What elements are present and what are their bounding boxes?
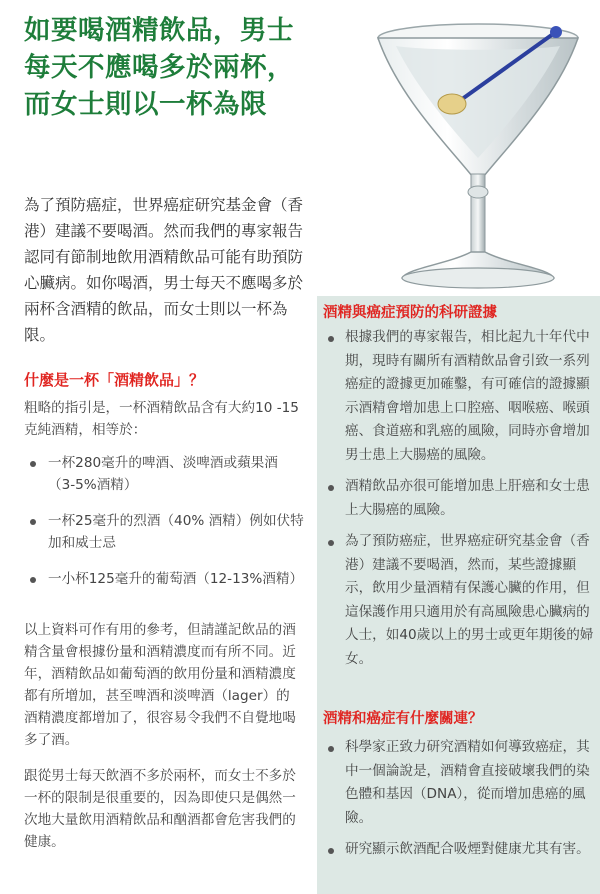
reference-paragraph: 以上資料可作有用的參考，但請謹記飲品的酒精含量會根據份量和酒精濃度而有所不同。近年，酒精飲品如葡萄酒的飲用份量和酒精濃度都有所增加，甚至啤酒和淡啤酒（lager）的酒精濃度都增加了，很容易令我們不自覺地喝多了酒。 (24, 622, 296, 748)
list-item: 一小杯125毫升的葡萄酒（12-13%酒精） (24, 568, 304, 590)
list-item: 研究顯示飲酒配合吸煙對健康尤其有害。 (323, 838, 599, 862)
list-item: 酒精飲品亦很可能增加患上肝癌和女士患上大腸癌的風險。 (323, 475, 599, 522)
page-title: 如要喝酒精飲品，男士每天不應喝多於兩杯，而女士則以一杯為限 (24, 15, 294, 120)
evidence-list (323, 326, 599, 679)
evidence-panel (317, 296, 600, 894)
panel-heading-link: 酒精和癌症有什麼關連？ (323, 711, 483, 727)
list-item: 一杯280毫升的啤酒、淡啤酒或蘋果酒（3-5%酒精） (24, 452, 304, 496)
martini-glass-illustration (368, 16, 588, 294)
section-heading-what-is-a-drink: 什麼是一杯「酒精飲品」？ (24, 371, 205, 389)
intro-paragraph: 為了預防癌症，世界癌症研究基金會（香港）建議不要喝酒。然而我們的專家報告認同有節制地飲用酒精飲品可能有助預防心臟病。如你喝酒，男士每天不應喝多於兩杯含酒精的飲品，而女士則以一杯為限。 (24, 196, 304, 344)
list-item: 為了預防癌症，世界癌症研究基金會（香港）建議不要喝酒，然而，某些證據顯示，飲用少量酒精有保護心臟的作用，但這保護作用只適用於有高風險患心臟病的人士，如40歲以上的男士或更年期後的婦女。 (323, 530, 599, 671)
drink-equivalents-list (24, 452, 304, 604)
limit-paragraph: 跟從男士每天飲酒不多於兩杯，而女士不多於一杯的限制是很重要的，因為即使只是偶然一次地大量飲用酒精飲品和酗酒都會危害我們的健康。 (24, 768, 296, 850)
link-list (323, 736, 599, 870)
list-item: 根據我們的專家報告，相比起九十年代中期，現時有關所有酒精飲品會引致一系列癌症的證據更加確鑿，有可確信的證據顯示酒精會增加患上口腔癌、咽喉癌、喉頭癌、食道癌和乳癌的風險，同時亦會增加男士患上大腸癌的風險。 (323, 326, 599, 467)
list-item: 科學家正致力研究酒精如何導致癌症，其中一個論說是，酒精會直接破壞我們的染色體和基因（DNA），從而增加患癌的風險。 (323, 736, 599, 830)
list-item: 一杯25毫升的烈酒（40% 酒精）例如伏特加和威士忌 (24, 510, 304, 554)
guideline-paragraph: 粗略的指引是，一杯酒精飲品含有大約10 -15克純酒精，相等於： (24, 400, 299, 438)
panel-heading-evidence: 酒精與癌症預防的科研證據 (323, 305, 497, 321)
